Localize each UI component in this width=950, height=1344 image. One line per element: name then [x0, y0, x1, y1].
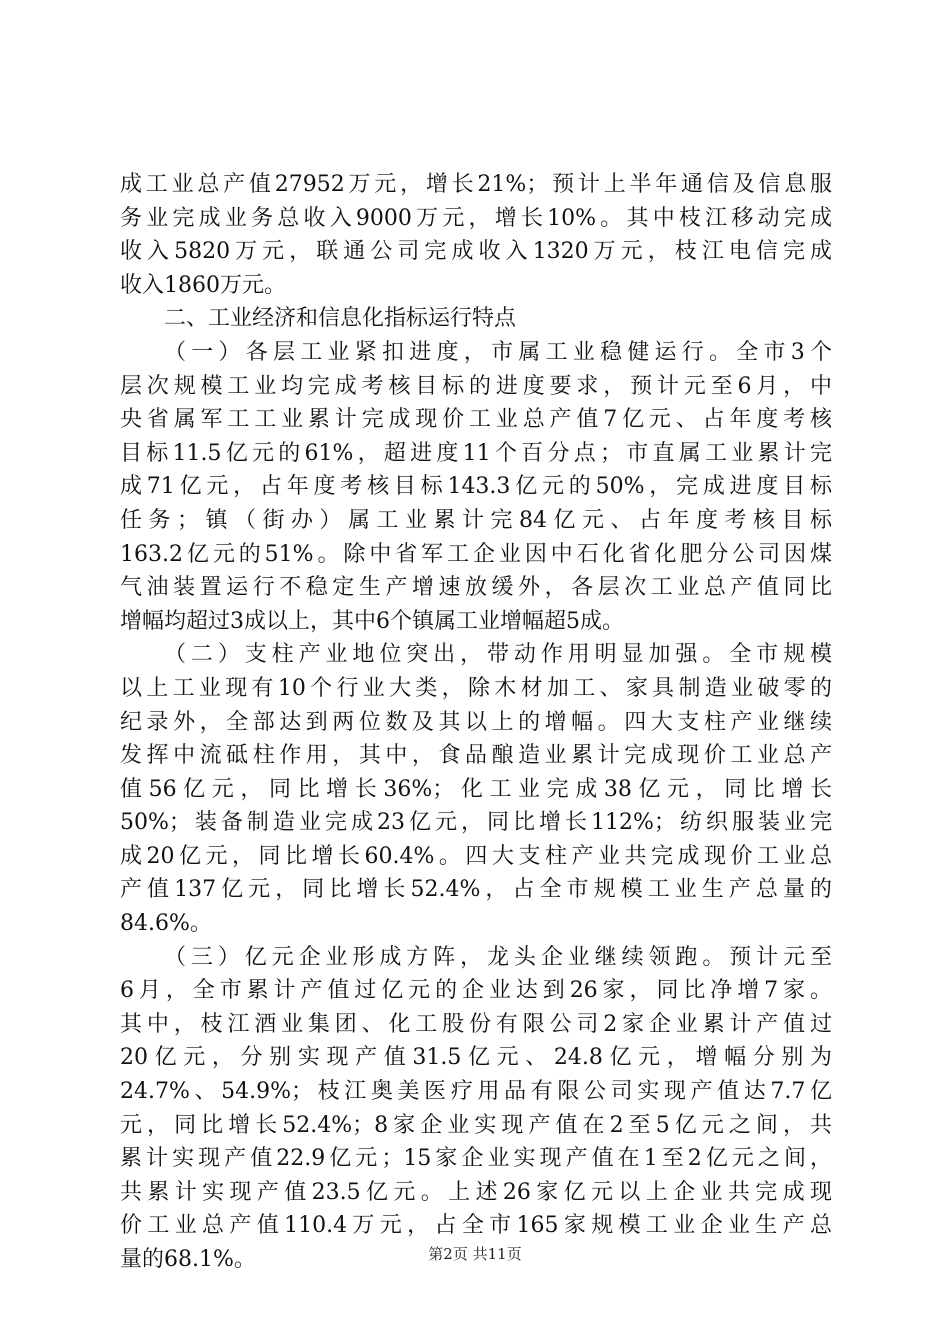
section-heading: 二、工业经济和信息化指标运行特点	[164, 306, 517, 332]
text-line: 收入5820万元，联通公司完成收入1320万元，枝江电信完成	[120, 239, 832, 265]
text-line: 收入1860万元。	[120, 272, 286, 298]
text-line: 层次规模工业均完成考核目标的进度要求，预计元至6月，中	[120, 373, 832, 399]
text-line: 任务；镇（街办）属工业累计完84亿元、占年度考核目标	[120, 507, 832, 533]
text-line: 84.6%。	[120, 911, 212, 937]
text-line: 值56亿元，同比增长36%；化工业完成38亿元，同比增长	[120, 776, 832, 802]
text-line: 24.7%、54.9%；枝江奥美医疗用品有限公司实现产值达7.7亿	[120, 1079, 832, 1105]
text-line: 163.2亿元的51%。除中省军工企业因中石化省化肥分公司因煤	[120, 541, 832, 567]
text-line: 气油装置运行不稳定生产增速放缓外，各层次工业总产值同比	[120, 575, 832, 601]
text-line: 50%；装备制造业完成23亿元，同比增长112%；纺织服装业完	[120, 810, 832, 836]
text-line: 20亿元，分别实现产值31.5亿元、24.8亿元，增幅分别为	[120, 1045, 832, 1071]
text-line: （三）亿元企业形成方阵，龙头企业继续领跑。预计元至	[164, 944, 832, 970]
text-line: 纪录外，全部达到两位数及其以上的增幅。四大支柱产业继续	[120, 709, 832, 735]
text-line: 6月，全市累计产值过亿元的企业达到26家，同比净增7家。	[120, 978, 832, 1004]
text-line: 元，同比增长52.4%；8家企业实现产值在2至5亿元之间，共	[120, 1112, 832, 1138]
text-line: 产值137亿元，同比增长52.4%，占全市规模工业生产总量的	[120, 877, 832, 903]
text-line: 成71亿元，占年度考核目标143.3亿元的50%，完成进度目标	[120, 474, 832, 500]
text-line: （二）支柱产业地位突出，带动作用明显加强。全市规模	[164, 642, 832, 668]
text-line: 增幅均超过3成以上，其中6个镇属工业增幅超5成。	[120, 608, 624, 634]
text-line: 价工业总产值110.4万元，占全市165家规模工业企业生产总	[120, 1213, 832, 1239]
text-line: 以上工业现有10个行业大类，除木材加工、家具制造业破零的	[120, 675, 832, 701]
text-line: 其中，枝江酒业集团、化工股份有限公司2家企业累计产值过	[120, 1011, 832, 1037]
text-line: 央省属军工工业累计完成现价工业总产值7亿元、占年度考核	[120, 407, 832, 433]
text-line: 务业完成业务总收入9000万元，增长10%。其中枝江移动完成	[120, 205, 832, 231]
text-line: 累计实现产值22.9亿元；15家企业实现产值在1至2亿元之间，	[120, 1146, 832, 1172]
text-line: 共累计实现产值23.5亿元。上述26家亿元以上企业共完成现	[120, 1179, 832, 1205]
text-line: 发挥中流砥柱作用，其中，食品酿造业累计完成现价工业总产	[120, 743, 832, 769]
text-line: 成工业总产值27952万元，增长21%；预计上半年通信及信息服	[120, 172, 832, 197]
text-line: 目标11.5亿元的61%，超进度11个百分点；市直属工业累计完	[120, 440, 832, 466]
text-line: （一）各层工业紧扣进度，市属工业稳健运行。全市3个	[164, 339, 832, 365]
body-text	[120, 168, 832, 1277]
text-line: 量的68.1%。	[120, 1247, 256, 1272]
page-number-footer: 第2页 共11页	[428, 1245, 522, 1263]
text-line: 成20亿元，同比增长60.4%。四大支柱产业共完成现价工业总	[120, 843, 832, 869]
